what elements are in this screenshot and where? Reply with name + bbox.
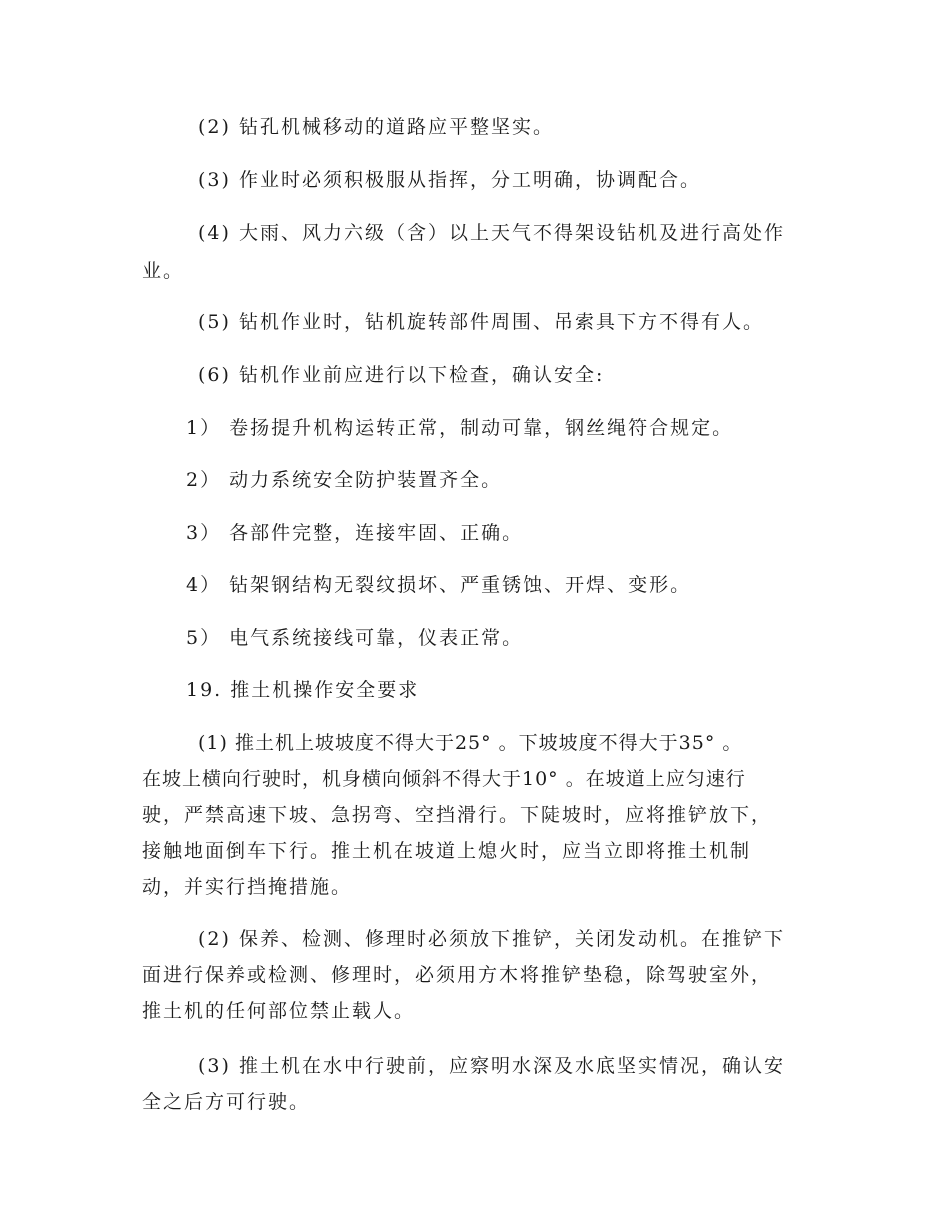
list-item: 4） 钻架钢结构无裂纹损坏、严重锈蚀、开焊、变形。 (186, 574, 692, 596)
section-heading: 19. 推土机操作安全要求 (186, 679, 420, 701)
text-line: 驶，严禁高速下坡、急拐弯、空挡滑行。下陡坡时，应将推铲放下， (142, 804, 773, 826)
text-line: (5) 钻机作业时，钻机旋转部件周围、吊索具下方不得有人。 (198, 311, 764, 333)
text-line: (6) 钻机作业前应进行以下检查，确认安全: (198, 364, 605, 386)
text-line: 业。 (142, 260, 185, 282)
text-line: (1) 推土机上坡坡度不得大于25° 。下坡坡度不得大于35° 。 (198, 732, 743, 754)
text-line: (2) 保养、检测、修理时必须放下推铲，关闭发动机。在推铲下 (198, 928, 785, 950)
text-line: (2) 钻孔机械移动的道路应平整坚实。 (198, 116, 554, 138)
text-line: 推土机的任何部位禁止载人。 (142, 1000, 416, 1022)
text-line: 面进行保养或检测、修理时，必须用方木将推铲垫稳，除驾驶室外， (142, 964, 773, 986)
list-item: 3） 各部件完整，连接牢固、正确。 (186, 522, 524, 544)
text-line: 动，并实行挡掩措施。 (142, 876, 353, 898)
list-item: 2） 动力系统安全防护装置齐全。 (186, 469, 503, 491)
text-line: 在坡上横向行驶时，机身横向倾斜不得大于10° 。在坡道上应匀速行 (142, 768, 746, 790)
text-line: (3) 推土机在水中行驶前，应察明水深及水底坚实情况，确认安 (198, 1055, 785, 1077)
text-line: (4) 大雨、风力六级（含）以上天气不得架设钻机及进行高处作 (198, 222, 785, 244)
text-line: 全之后方可行驶。 (142, 1091, 311, 1113)
text-line: 接触地面倒车下行。推土机在坡道上熄火时，应当立即将推土机制 (142, 840, 752, 862)
text-line: (3) 作业时必须积极服从指挥，分工明确，协调配合。 (198, 169, 701, 191)
list-item: 1） 卷扬提升机构运转正常，制动可靠，钢丝绳符合规定。 (186, 417, 734, 439)
list-item: 5） 电气系统接线可靠，仪表正常。 (186, 627, 524, 649)
